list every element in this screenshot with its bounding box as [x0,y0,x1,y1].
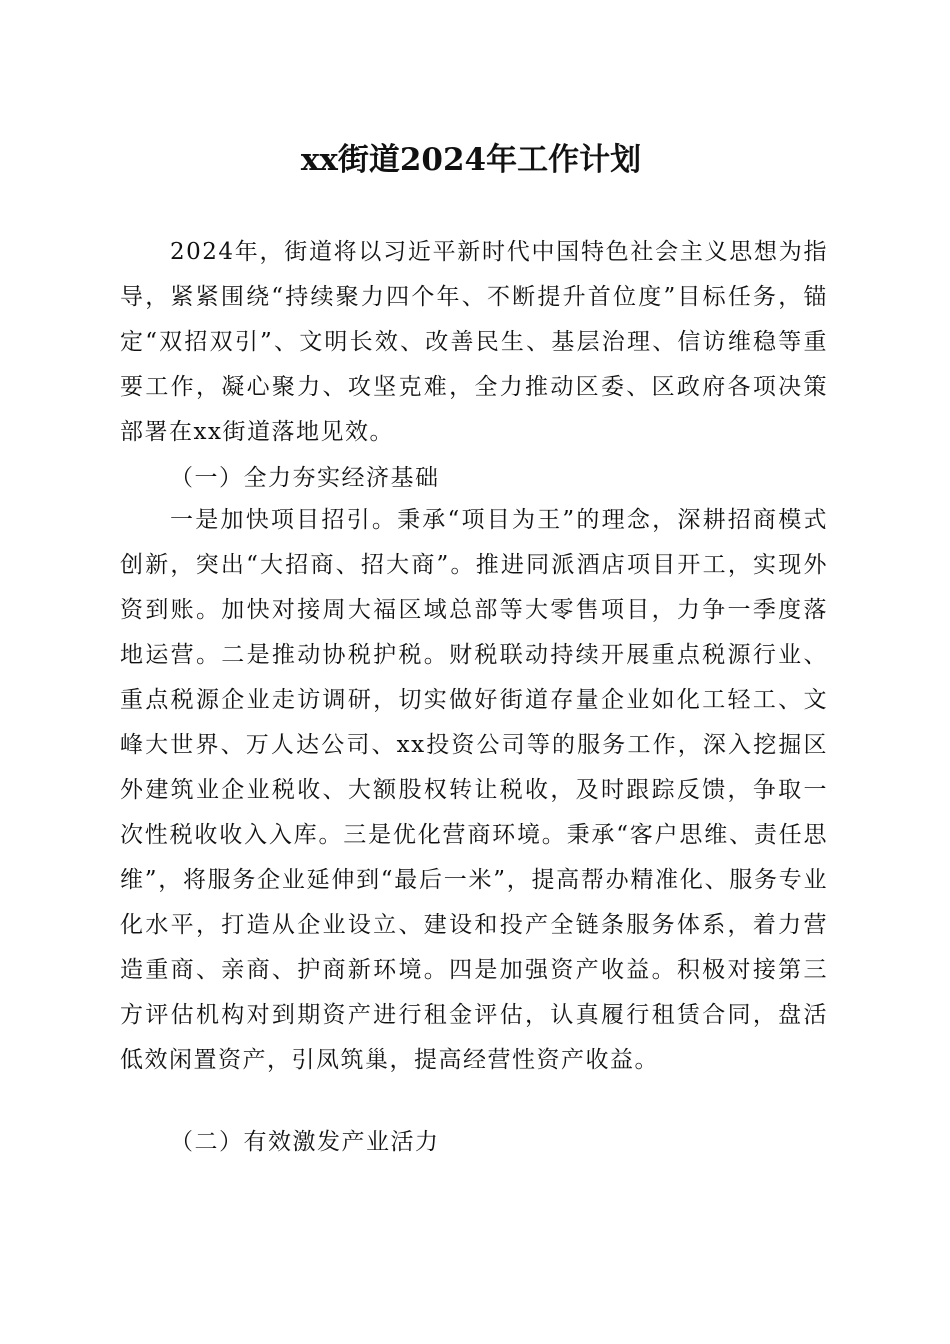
section-heading-economy: （一）全力夯实经济基础 [170,465,440,491]
economy-paragraph: 一是加快项目招引。秉承“项目为王”的理念，深耕招商模式创新，突出“大招商、招大商”。推进同派酒店项目开工，实现外资到账。加快对接周大福区域总部等大零售项目，力争一季度落地运营。二是推动协税护税。财税联动持续开展重点税源行业、重点税源企业走访调研，切实做好街道存量企业如化工轻工、文峰大世界、万人达公司、xx投资公司等的服务工作，深入挖掘区外建筑业企业税收、大额股权转让税收，及时跟踪反馈，争取一次性税收收入入库。三是优化营商环境。秉承“客户思维、责任思维”，将服务企业延伸到“最后一米”，提高帮办精准化、服务专业化水平，打造从企业设立、建设和投产全链条服务体系，着力营造重商、亲商、护商新环境。四是加强资产收益。积极对接第三方评估机构对到期资产进行租金评估，认真履行租赁合同，盘活低效闲置资产，引凤筑巢，提高经营性资产收益。 [120,507,828,1073]
document-title: xx街道2024年工作计划 [300,142,642,178]
intro-paragraph: 2024年，街道将以习近平新时代中国特色社会主义思想为指导，紧紧围绕“持续聚力四个年、不断提升首位度”目标任务，锚定“双招双引”、文明长效、改善民生、基层治理、信访维稳等重要工作，凝心聚力、攻坚克难，全力推动区委、区政府各项决策部署在xx街道落地见效。 [120,239,828,445]
section-heading-industry: （二）有效激发产业活力 [170,1129,440,1155]
